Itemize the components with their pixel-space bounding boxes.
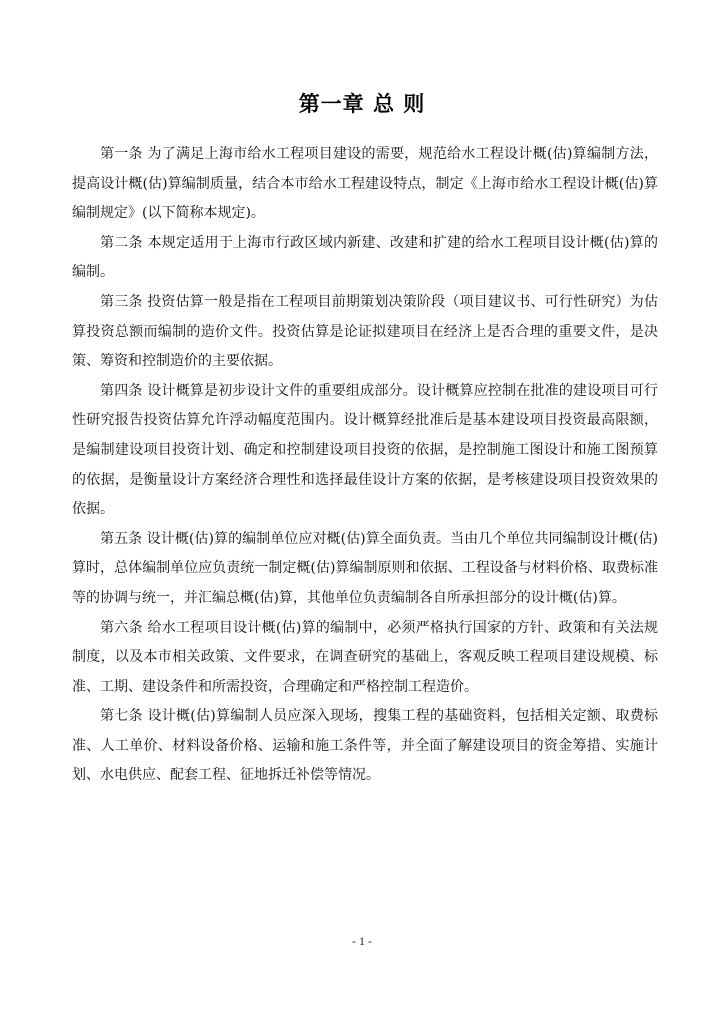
article-7-paragraph: 第七条 设计概(估)算编制人员应深入现场，搜集工程的基础资料，包括相关定额、取费标准、人工单价、材料设备价格、运输和施工条件等，并全面了解建设项目的资金筹措、实施计划、水电供应、配套工程、征地拆迁补偿等情况。 — [72, 708, 658, 784]
article-3-paragraph: 第三条 投资估算一般是指在工程项目前期策划决策阶段（项目建议书、可行性研究）为估算投资总额而编制的造价文件。投资估算是论证拟建项目在经济上是否合理的重要文件，是决策、筹资和控制造价的主要依据。 — [72, 293, 658, 370]
article-1-paragraph: 第一条 为了满足上海市给水工程项目建设的需要，规范给水工程设计概(估)算编制方法，提高设计概(估)算编制质量，结合本市给水工程建设特点，制定《上海市给水工程设计概(估)算编制规定》(以下简称本规定)。 — [72, 146, 658, 222]
article-2-paragraph: 第二条 本规定适用于上海市行政区域内新建、改建和扩建的给水工程项目设计概(估)算的编制。 — [72, 234, 658, 281]
article-6-paragraph: 第六条 给水工程项目设计概(估)算的编制中，必须严格执行国家的方针、政策和有关法规制度，以及本市相关政策、文件要求，在调查研究的基础上，客观反映工程项目建设规模、标准、工期、建设条件和所需投资，合理确定和严格控制工程造价。 — [72, 619, 658, 695]
article-4-paragraph: 第四条 设计概算是初步设计文件的重要组成部分。设计概算应控制在批准的建设项目可行性研究报告投资估算允许浮动幅度范围内。设计概算经批准后是基本建设项目投资最高限额，是编制建设项目投资计划、确定和控制建设项目投资的依据，是控制施工图设计和施工图预算的依据，是衡量设计方案经济合理性和选择最佳设计方案的依据，是考核建设项目投资效果的依据。 — [72, 382, 658, 518]
article-5-paragraph: 第五条 设计概(估)算的编制单位应对概(估)算全面负责。当由几个单位共同编制设计概(估)算时，总体编制单位应负责统一制定概(估)算编制原则和依据、工程设备与材料价格、取费标准等的协调与统一，并汇编总概(估)算，其他单位负责编制各自所承担部分的设计概(估)算。 — [72, 530, 658, 606]
chapter-title: 第一章 总 则 — [298, 91, 426, 116]
body-text — [72, 140, 658, 791]
page-number: - 1 - — [352, 934, 372, 948]
